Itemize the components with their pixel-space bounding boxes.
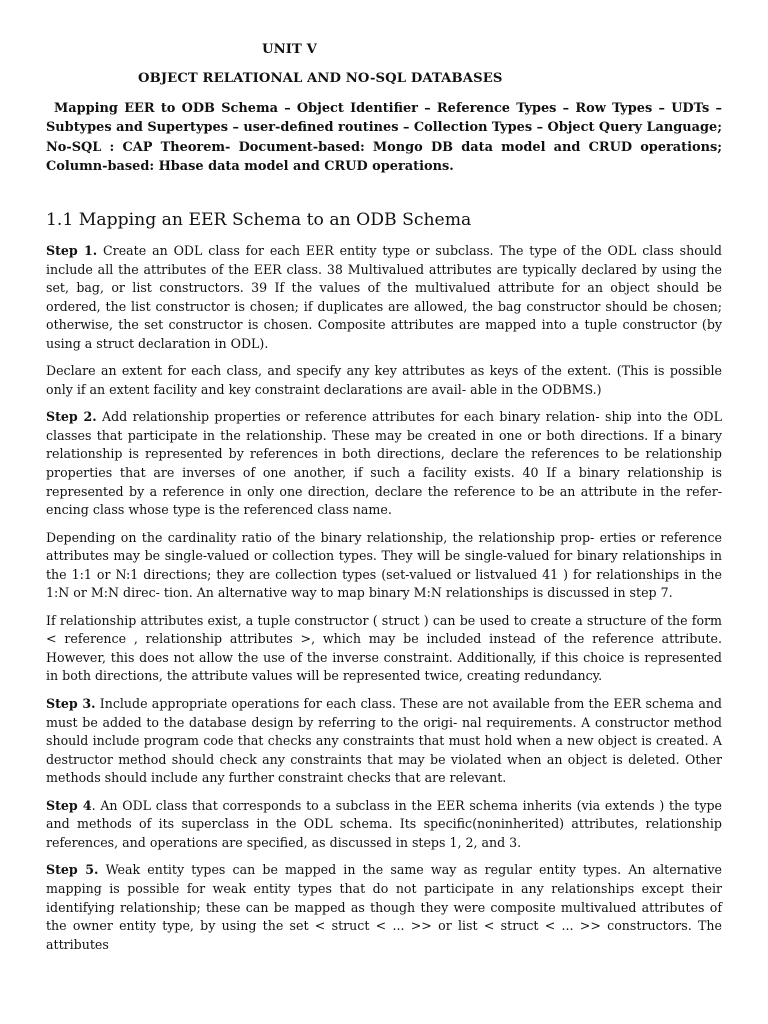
unit-subject-title: OBJECT RELATIONAL AND NO-SQL DATABASES [138, 71, 503, 86]
syllabus-topics: Mapping EER to ODB Schema – Object Identifier – Reference Types – Row Types – UDTs – Subtypes and Supertypes – user-defined routines – Collection Types – Object Query Language; No-SQL : CAP Theorem- Document-based: Mongo DB data model and CRUD operations; Column-based: Hbase data model and CRUD operations. [46, 101, 722, 174]
paragraph-step-1 [46, 242, 722, 353]
paragraph-text: Declare an extent for each class, and specify any key attributes as keys of the extent. (This is possible only if an extent facility and key constraint declarations are avail- able in the ODBMS.) [46, 363, 722, 397]
unit-title: UNIT V [262, 42, 317, 57]
paragraph-step-2 [46, 408, 722, 519]
paragraph-text: Add relationship properties or reference attributes for each binary relation- ship into the ODL classes that participate in the relationship. These may be created in one or both directions. If a binary relationship is represented by references in both directions, declare the references to be relationship properties that are inverses of one another, if such a facility exists. 40 If a binary relationship is represented by a reference in only one direction, declare the reference to be an attribute in the refer- encing class whose type is the referenced class name. [46, 409, 722, 518]
paragraph-extent [46, 362, 722, 399]
paragraph-step-4 [46, 797, 722, 853]
step-label: Step 2. [46, 409, 97, 425]
paragraph-relationship-attributes [46, 612, 722, 686]
paragraph-text: Depending on the cardinality ratio of the binary relationship, the relationship prop- erties or reference attributes may be single-valued or collection types. They will be single-valued for binary relationships in the 1:1 or N:1 directions; they are collection types (set-valued or listvalued 41 ) for relationships in the 1:N or M:N direc- tion. An alternative way to map binary M:N relationships is discussed in step 7. [46, 529, 722, 601]
step-label: Step 5. [46, 862, 99, 878]
paragraph-step-5 [46, 861, 722, 954]
step-label: Step 1. [46, 243, 98, 258]
paragraph-text: Include appropriate operations for each class. These are not available from the EER schema and must be added to the database design by referring to the origi- nal requirements. A constructor method should include program code that checks any constraints that must hold when a new object is created. A destructor method should check any constraints that may be violated when an object is deleted. Other methods should include any further constraint checks that are relevant. [46, 696, 722, 786]
paragraph-text: Create an ODL class for each EER entity type or subclass. The type of the ODL class should include all the attributes of the EER class. 38 Multivalued attributes are typically declared by using the set, bag, or list constructors. 39 If the values of the multivalued attribute for an object should be ordered, the list constructor is chosen; if duplicates are allowed, the bag constructor should be chosen; otherwise, the set constructor is chosen. Composite attributes are mapped into a tuple constructor (by using a struct declaration in ODL). [46, 243, 722, 351]
paragraph-cardinality [46, 529, 722, 603]
paragraph-text: . An ODL class that corresponds to a subclass in the EER schema inherits (via extends ) the type and methods of its superclass in the ODL schema. Its specific(noninherited) attributes, relationship references, and operations are specified, as discussed in steps 1, 2, and 3. [46, 797, 722, 850]
paragraph-text: If relationship attributes exist, a tuple constructor ( struct ) can be used to create a structure of the form < reference , relationship attributes >, which may be included instead of the reference attribute. However, this does not allow the use of the inverse constraint. Additionally, if this choice is represented in both directions, the attribute values will be represented twice, creating redundancy. [46, 612, 722, 684]
step-label: Step 4 [46, 797, 92, 813]
document-body [46, 242, 722, 963]
paragraph-text: Weak entity types can be mapped in the same way as regular entity types. An alternative mapping is possible for weak entity types that do not participate in any relationships except their identifying relationship; these can be mapped as though they were composite multivalued attributes of the owner entity type, by using the set < struct < ... >> or list < struct < ... >> constructors. The attributes [46, 862, 722, 952]
step-label: Step 3. [46, 696, 96, 712]
section-heading: 1.1 Mapping an EER Schema to an ODB Schema [46, 210, 472, 230]
paragraph-step-3 [46, 695, 722, 788]
